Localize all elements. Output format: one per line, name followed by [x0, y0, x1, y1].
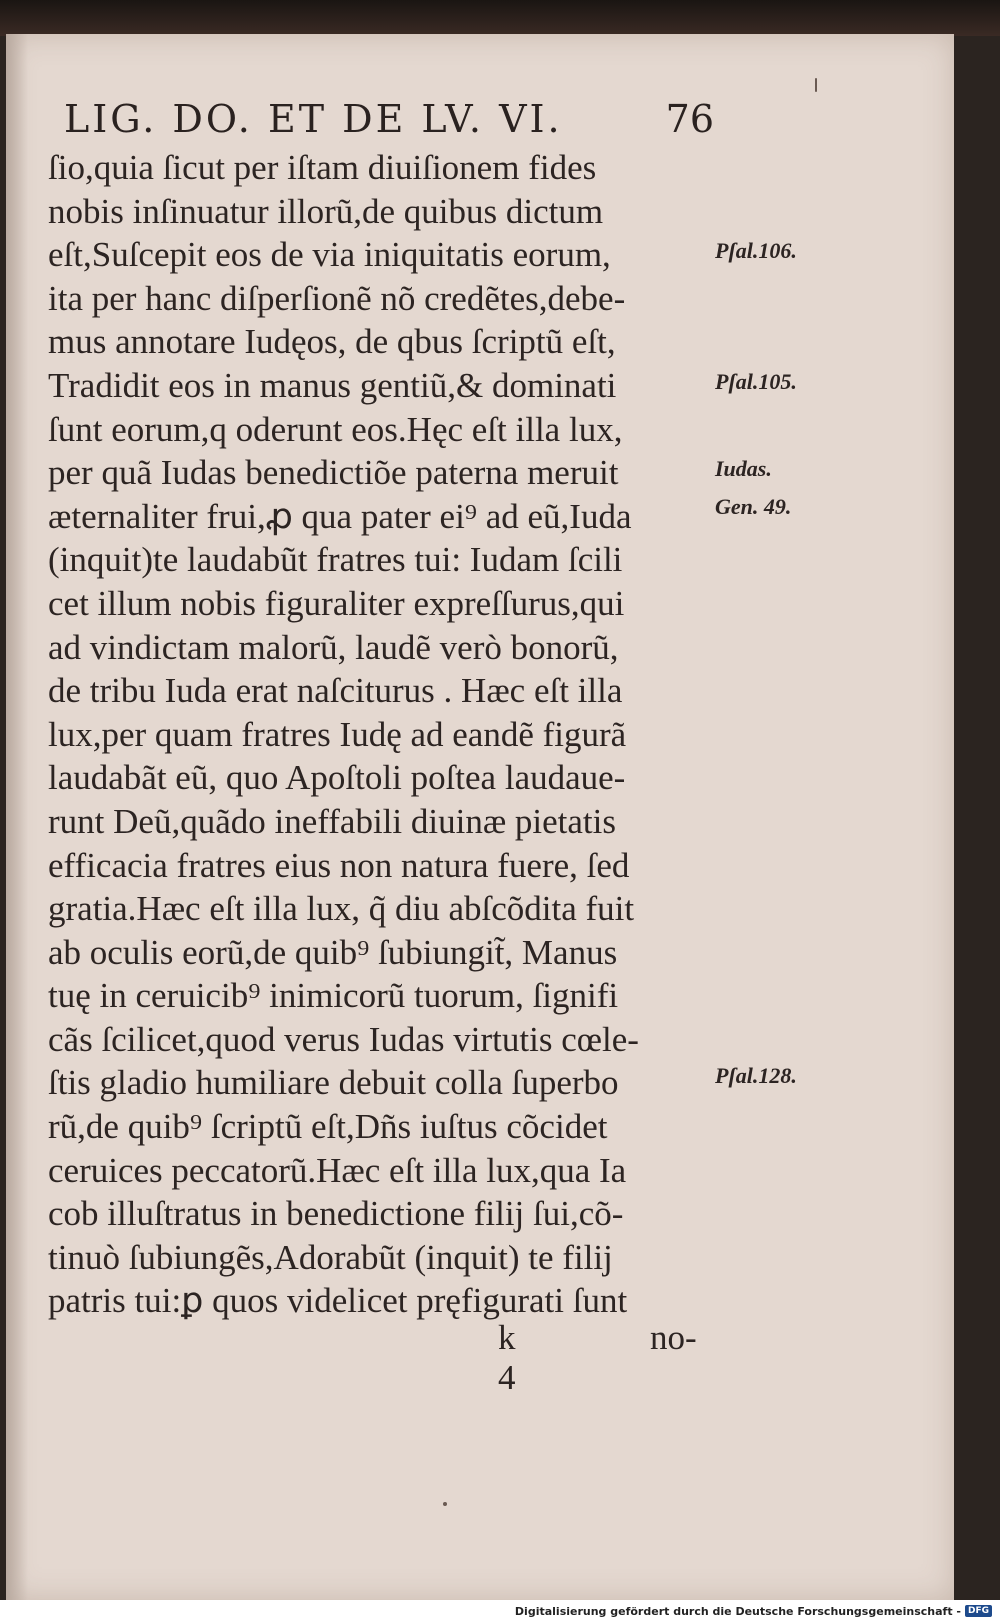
- text-line: efficacia fratres eius non natura fuere, ſed: [48, 845, 630, 885]
- text-line: ita per hanc diſperſionẽ nõ credẽtes,debe-: [48, 278, 626, 318]
- text-line: laudabãt eũ, quo Apoſtoli poſtea laudaue-: [48, 758, 626, 798]
- running-header: [64, 97, 714, 141]
- text-line: ad vindictam malorũ, laudẽ verò bonorũ,: [48, 627, 619, 667]
- text-line: de tribu Iuda erat naſciturus . Hæc eſt illa: [48, 671, 623, 711]
- margin-note-iudas: Iudas.: [715, 456, 772, 481]
- text-line: per quã Iudas benedictiõe paterna meruit: [48, 453, 619, 493]
- text-line: gratia.Hæc eſt illa lux, q̃ diu abſcõdita fuit: [48, 889, 635, 929]
- text-line: tuę in ceruicib⁹ inimicorũ tuorum, ſignifi: [48, 976, 619, 1016]
- text-line: rũ,de quib⁹ ſcriptũ eſt,Dñs iuſtus cõcidet: [48, 1107, 608, 1147]
- text-line: tinuò ſubiungẽs,Adorabũt (inquit) te filij: [48, 1237, 613, 1277]
- text-line: lux,per quam fratres Iudę ad eandẽ figurã: [48, 714, 627, 754]
- text-line: ſio,quia ſicut per iſtam diuiſionem fides: [48, 148, 597, 187]
- paper-mark: [815, 78, 817, 92]
- text-line: ſunt eorum,q oderunt eos.Hęc eſt illa lux,: [48, 409, 623, 449]
- text-line: ſtis gladio humiliare debuit colla ſuperbo: [48, 1063, 619, 1103]
- text-line: ceruices peccatorũ.Hæc eſt illa lux,qua Ia: [48, 1150, 627, 1190]
- text-line: nobis inſinuatur illorũ,de quibus dictum: [48, 191, 604, 231]
- text-line: cob illuſtratus in benedictione filij ſui,cõ-: [48, 1194, 624, 1234]
- folio-number: 76: [665, 97, 714, 141]
- text-line: patris tui:ꝑ quos videlicet pręfigurati ſunt: [48, 1281, 628, 1321]
- signature-mark: k 4: [498, 1318, 516, 1397]
- credit-text: Digitalisierung gefördert durch die Deutsche Forschungsgemeinschaft -: [514, 1604, 961, 1618]
- text-line: æternaliter frui,ꝓ qua pater ei⁹ ad eũ,Iuda: [48, 496, 632, 536]
- text-line: Tradidit eos in manus gentiũ,& dominati: [48, 365, 617, 405]
- margin-note-psalm-105: Pſal.105.: [715, 369, 797, 394]
- running-title: LIG. DO. ET DE LV. VI.: [64, 97, 563, 141]
- text-line: (inquit)te laudabũt fratres tui: Iudam ſcili: [48, 540, 623, 580]
- book-top-edge: [0, 0, 1000, 36]
- text-line: cet illum nobis figuraliter expreſſurus,qui: [48, 583, 625, 623]
- margin-note-psalm-106: Pſal.106.: [715, 238, 797, 263]
- text-line: ab oculis eorũ,de quib⁹ ſubiungit̃, Manus: [48, 932, 618, 972]
- catchword: no-: [650, 1318, 697, 1357]
- dfg-logo: DFG: [965, 1605, 992, 1617]
- text-line: cãs ſcilicet,quod verus Iudas virtutis cœle-: [48, 1019, 639, 1059]
- text-line: mus annotare Iudęos, de qbus ſcriptũ eſt,: [48, 322, 616, 362]
- digitization-credit: [515, 1601, 992, 1621]
- text-line: eſt,Suſcepit eos de via iniquitatis eorum,: [48, 235, 611, 275]
- margin-note-genesis-49: Gen. 49.: [715, 494, 792, 519]
- margin-note-psalm-128: Pſal.128.: [715, 1063, 797, 1088]
- main-text-block: [48, 146, 708, 1323]
- paper-spot: [443, 1502, 447, 1506]
- text-line: runt Deũ,quãdo ineffabili diuinæ pietatis: [48, 801, 616, 841]
